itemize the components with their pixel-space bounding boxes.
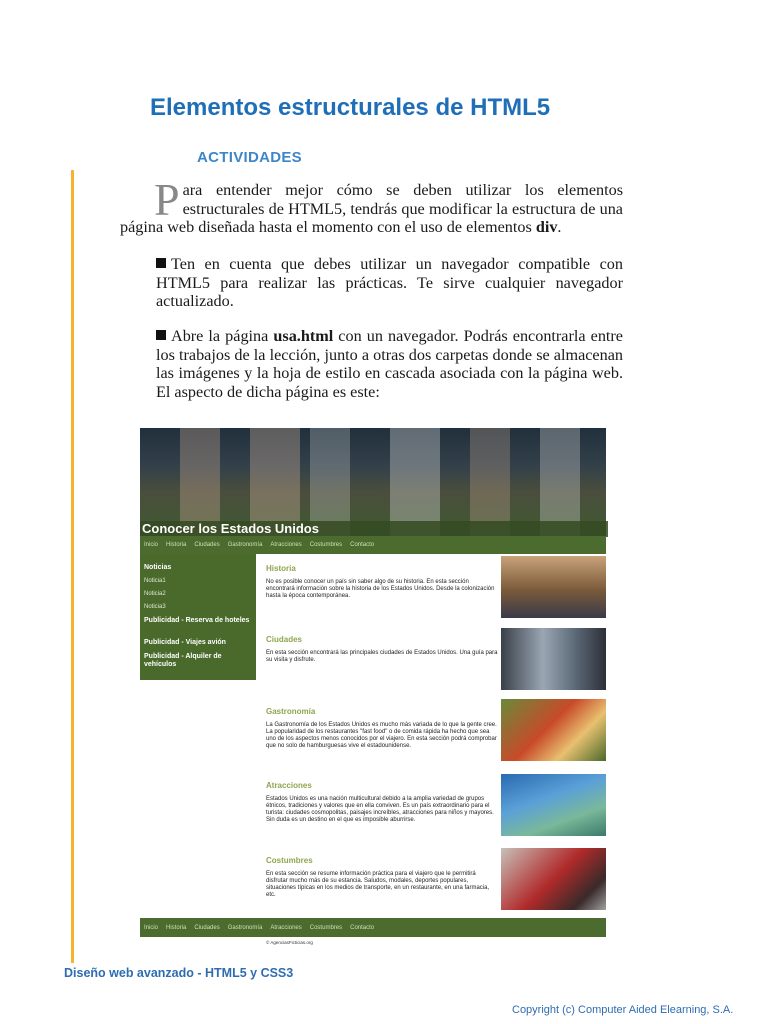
footer-link-costumbres[interactable]: Costumbres	[309, 924, 343, 931]
football-player-image	[501, 848, 606, 910]
nav-link-historia[interactable]: Historia	[166, 542, 187, 548]
bullet-bold: usa.html	[273, 327, 334, 345]
footer-link-contacto[interactable]: Contacto	[350, 924, 375, 931]
nav-link-contacto[interactable]: Contacto	[350, 542, 375, 548]
site-title: Conocer los Estados Unidos	[140, 521, 608, 537]
section-title: Costumbres	[266, 856, 313, 865]
intro-paragraph	[120, 174, 623, 237]
footer-link-historia[interactable]: Historia	[166, 924, 187, 931]
ad-link-flights[interactable]: Publicidad - Viajes avión	[144, 639, 226, 646]
intro-text: ara entender mejor cómo se deben utilizar los elementos estructurales de HTML5, tendrás que modificar la estructura de una página web diseñada hasta el momento con el uso de elementos	[120, 181, 623, 236]
ad-link-hotels[interactable]: Publicidad - Reserva de hoteles	[144, 617, 250, 624]
news-heading: Noticias	[144, 564, 172, 571]
intro-text-end: .	[557, 218, 562, 236]
side-rule	[71, 170, 74, 963]
square-bullet-icon	[156, 330, 166, 340]
site-top-nav	[140, 536, 606, 554]
section-body: En esta sección se resume información práctica para el viajero que le permitirá disfrutar mucho más de su estancia. Saludos, modales, deportes populares, situaciones típicas en los medios de transporte, en un restaurante, en una farmacia, etc.	[266, 871, 490, 898]
section-costumbres	[266, 856, 498, 899]
square-bullet-icon	[156, 258, 166, 268]
section-title: Ciudades	[266, 635, 303, 644]
bullet-item	[156, 255, 623, 311]
nav-link-gastronomia[interactable]: Gastronomía	[227, 542, 263, 548]
statue-of-liberty-image	[501, 774, 606, 836]
food-image	[501, 699, 606, 761]
news-link[interactable]: Noticia2	[144, 591, 166, 597]
section-ciudades	[266, 635, 498, 664]
bullet-item	[156, 327, 623, 401]
site-sidebar	[140, 554, 256, 680]
footer-link-atracciones[interactable]: Atracciones	[270, 924, 302, 931]
website-screenshot	[140, 428, 606, 950]
section-body: En esta sección encontrará las principales ciudades de Estados Unidos. Una guía para su visita y disfrute.	[266, 650, 498, 663]
bullet-text-end: con un navegador. Podrás encontrarla entre los trabajos de la lección, junto a otras dos carpetas donde se almacenan las imágenes y la hoja de estilo en cascada asociada con la página web. El aspecto de dicha página es este:	[156, 327, 623, 401]
section-title: Gastronomía	[266, 707, 316, 716]
nav-link-ciudades[interactable]: Ciudades	[194, 542, 220, 548]
footer-link-gastronomia[interactable]: Gastronomía	[227, 924, 263, 931]
section-historia	[266, 564, 498, 600]
dropcap: P	[154, 174, 180, 225]
news-link[interactable]: Noticia1	[144, 578, 166, 584]
course-footer: Diseño web avanzado - HTML5 y CSS3	[64, 966, 294, 980]
ship-image	[501, 556, 606, 618]
city-image	[501, 628, 606, 690]
section-body: No es posible conocer un país sin saber algo de su historia. En esta sección encontrará información sobre la historia de los Estados Unidos. Desde la colonización hasta la época contemporánea.	[266, 579, 495, 599]
nav-link-inicio[interactable]: Inicio	[144, 542, 159, 548]
footer-link-inicio[interactable]: Inicio	[144, 924, 159, 931]
section-subtitle: ACTIVIDADES	[197, 149, 302, 166]
section-body: La Gastronomía de los Estados Unidos es mucho más variada de lo que la gente cree. La popularidad de los restaurantes "fast food" o de comida rápida ha hecho que sea uno de los aspectos menos conocidos por el viajero. En esta sección podrá comprobar que no solo de hamburguesas vive el estadounidense.	[266, 722, 497, 749]
copyright-footer: Copyright (c) Computer Aided Elearning, S.A.	[512, 1004, 734, 1016]
bullet-text: Ten en cuenta que debes utilizar un navegador compatible con HTML5 para realizar las prácticas. Te sirve cualquier navegador actualizado.	[156, 255, 623, 310]
site-copyright: © AgenciasFicticias.org	[266, 940, 313, 945]
site-footer-nav	[140, 918, 606, 937]
intro-bold: div	[535, 218, 558, 236]
page-title: Elementos estructurales de HTML5	[150, 94, 551, 121]
nav-link-atracciones[interactable]: Atracciones	[270, 542, 302, 548]
bullet-text: Abre la página	[171, 327, 274, 345]
ad-link-cars[interactable]: Publicidad - Alquiler de vehículos	[144, 653, 222, 668]
banner-image	[140, 428, 606, 536]
section-title: Atracciones	[266, 781, 312, 790]
section-atracciones	[266, 781, 498, 824]
section-body: Estados Unidos es una nación multicultural debido a la amplia variedad de grupos étnicos, tradiciones y valores que en ella conviven. Es un país extraordinario para el turista: ciudades cosmopolitas, paisajes increíbles, atracciones para niños y mayores. Sin duda es un destino en el que es imposible aburrirse.	[266, 796, 494, 823]
section-title: Historia	[266, 564, 296, 573]
footer-link-ciudades[interactable]: Ciudades	[194, 924, 220, 931]
nav-link-costumbres[interactable]: Costumbres	[309, 542, 343, 548]
news-link[interactable]: Noticia3	[144, 604, 166, 610]
section-gastronomia	[266, 707, 498, 750]
